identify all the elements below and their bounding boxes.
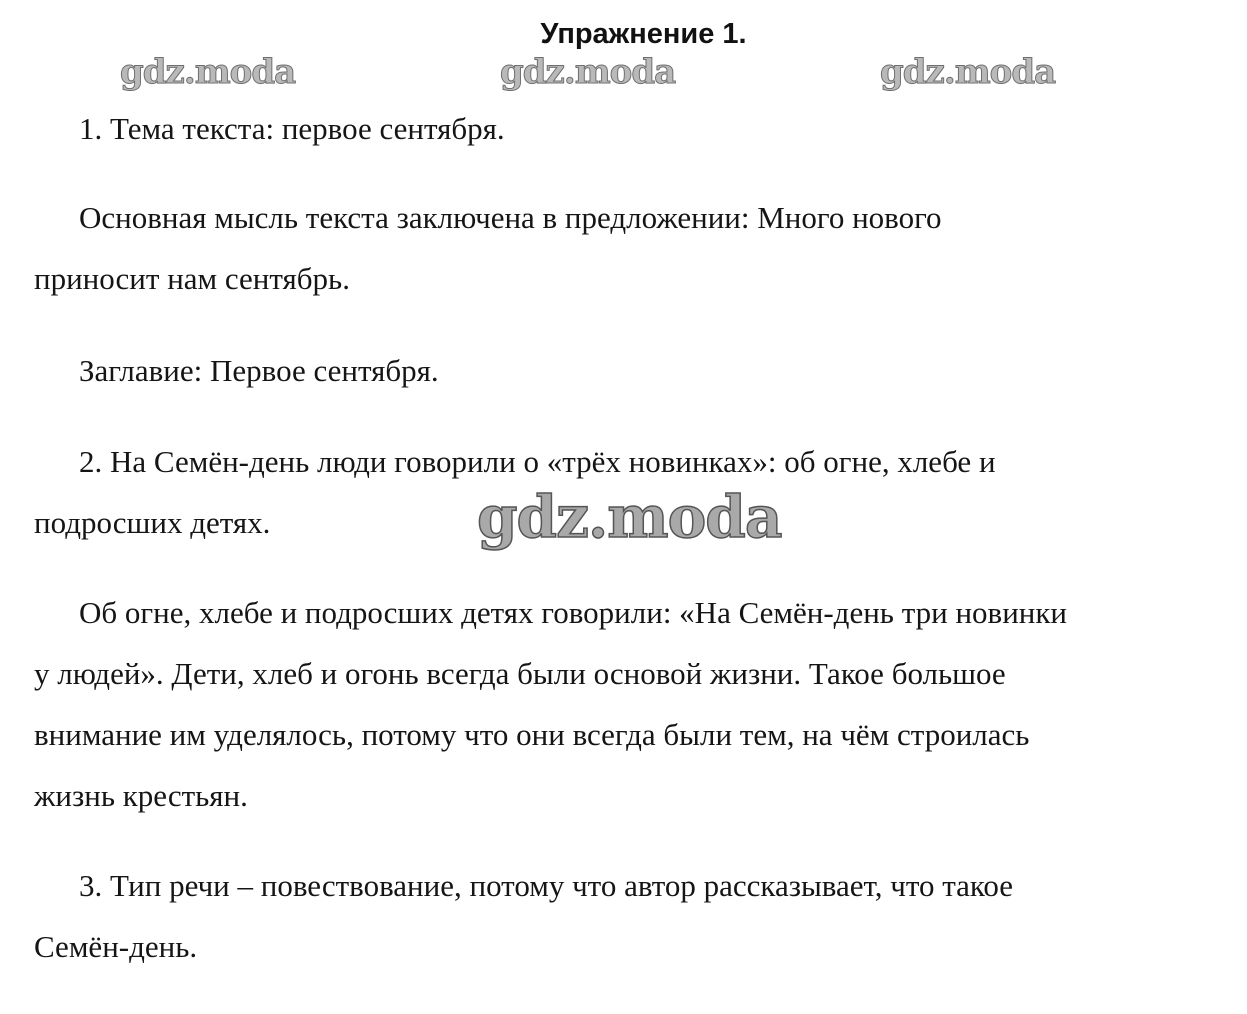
paragraph-line: внимание им уделялось, потому что они всегда были тем, на чём строилась: [34, 717, 1030, 752]
paragraph-line: 3. Тип речи – повествование, потому что автор рассказывает, что такое: [79, 868, 1014, 903]
watermark-center: gdz.moda: [477, 483, 782, 551]
paragraph-line: Семён-день.: [34, 929, 198, 964]
paragraph-line: Заглавие: Первое сентября.: [79, 353, 439, 388]
paragraph-line: подросших детях.: [34, 505, 271, 540]
paragraph-line: жизнь крестьян.: [34, 778, 248, 813]
paragraph-line: 1. Тема текста: первое сентября.: [79, 111, 505, 146]
paragraph-theme: [34, 98, 505, 159]
paragraph-novelties: [34, 582, 1067, 826]
watermark-2: gdz.moda: [500, 52, 676, 92]
paragraph-heading: [34, 340, 439, 401]
paragraph-line: приносит нам сентябрь.: [34, 261, 350, 296]
paragraph-main-idea: [34, 187, 942, 309]
paragraph-speech-type: [34, 855, 1013, 977]
paragraph-line: 2. На Семён-день люди говорили о «трёх новинках»: об огне, хлебе и: [79, 444, 996, 479]
paragraph-line: Основная мысль текста заключена в предложении: Много нового: [79, 200, 942, 235]
watermark-1: gdz.moda: [120, 52, 296, 92]
paragraph-line: у людей». Дети, хлеб и огонь всегда были основой жизни. Такое большое: [34, 656, 1006, 691]
page-title: Упражнение 1.: [540, 18, 747, 50]
watermark-3: gdz.moda: [880, 52, 1056, 92]
paragraph-line: Об огне, хлебе и подросших детях говорили: «На Семён-день три новинки: [79, 595, 1068, 630]
